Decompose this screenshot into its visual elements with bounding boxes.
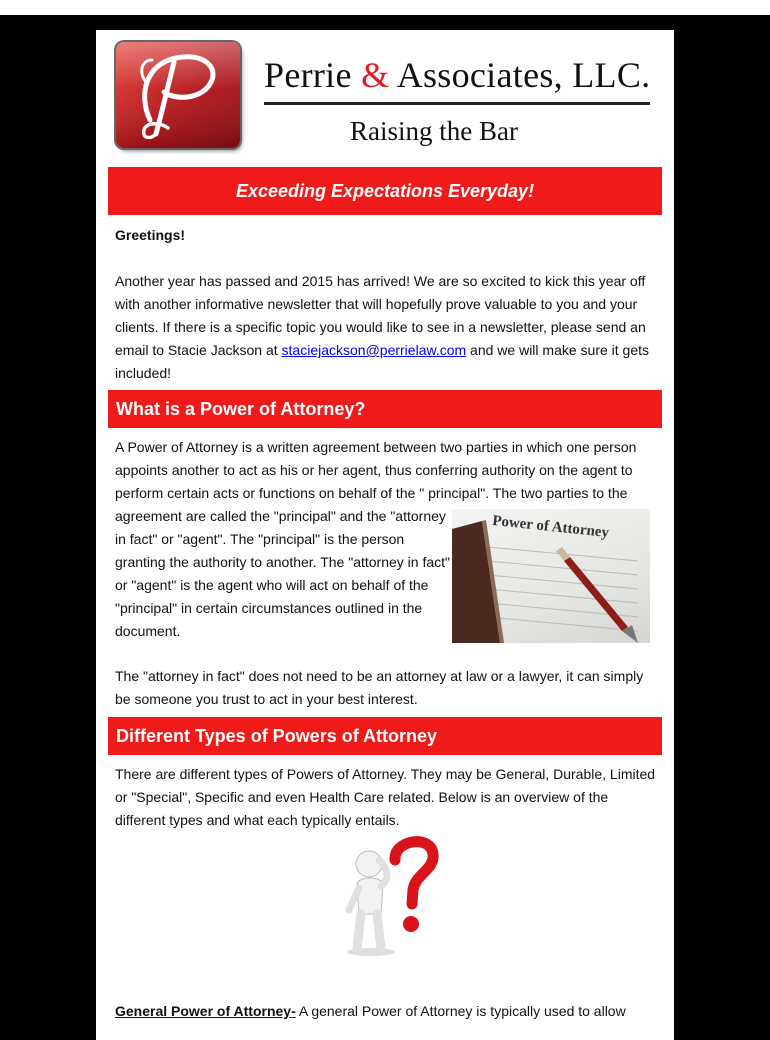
newsletter-page bbox=[96, 30, 674, 1040]
types-paragraph: There are different types of Powers of Attorney. They may be General, Durable, Limited or "Special", Specific and even Health Care related. Below is an overview of the different types and what each typically entails. bbox=[115, 766, 656, 828]
poa-paragraph-c: The "attorney in fact" does not need to be an attorney at law or a lawyer, it can simply be someone you trust to act in your best interest. bbox=[115, 668, 644, 707]
general-poa-paragraph: General Power of Attorney- A general Power of Attorney is typically used to allow bbox=[115, 1003, 626, 1019]
section-heading-types: Different Types of Powers of Attorney bbox=[108, 717, 662, 755]
intro-paragraph: Another year has passed and 2015 has arrived! We are so excited to kick this year off with another informative newsletter that will hopefully prove valuable to you and your clients. If there is a specific topic you would like to see in a newsletter, please send an email to Stacie Jackson at staciejackson@perrielaw.com and we will make sure it gets included! bbox=[115, 273, 650, 381]
power-of-attorney-image bbox=[452, 509, 650, 643]
greeting: Greetings! bbox=[115, 227, 186, 243]
banner: Exceeding Expectations Everyday! bbox=[108, 167, 662, 215]
header-rule bbox=[264, 102, 650, 105]
tagline: Raising the Bar bbox=[350, 116, 518, 146]
script-p-logo bbox=[116, 42, 240, 148]
header bbox=[96, 30, 674, 166]
company-name: Perrie & Associates, LLC. bbox=[264, 55, 651, 95]
section-heading-power-of-attorney: What is a Power of Attorney? bbox=[108, 390, 662, 428]
poa-paragraph-a: A Power of Attorney is a written agreement between two parties in which one person appoints another to act as his or her agent, thus conferring authority on the agent to perform certain acts or functions on behalf of the " principal". The two parties to the bbox=[115, 439, 637, 501]
general-poa-term: General Power of Attorney bbox=[115, 1003, 292, 1019]
email-link[interactable]: staciejackson@perrielaw.com bbox=[281, 342, 467, 358]
top-strip bbox=[0, 0, 770, 15]
poa-image-title: Power of Attorney bbox=[491, 512, 610, 542]
question-mark-figure-icon bbox=[339, 830, 439, 960]
poa-paragraph-b: agreement are called the "principal" and the "attorney in fact" or "agent". The "principal" is the person granting the authority to another. The "attorney in fact" or "agent" is the agent who will act on behalf of the "principal" in certain circumstances outlined in the document. bbox=[115, 508, 451, 639]
